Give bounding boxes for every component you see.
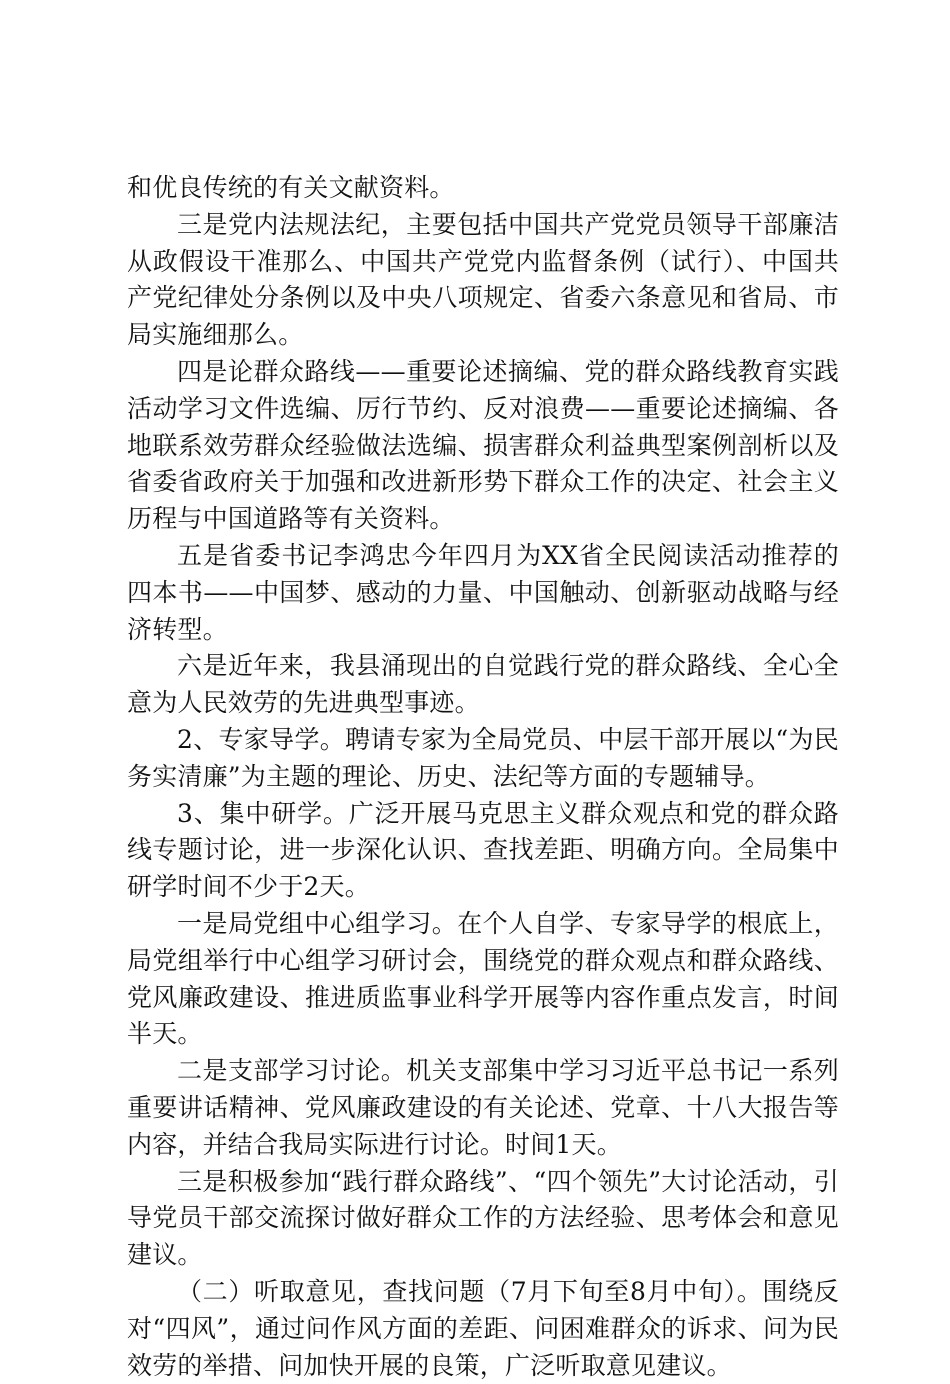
- paragraph-four-books: 五是省委书记李鸿忠今年四月为XX省全民阅读活动推荐的四本书——中国梦、感动的力量、中国触动、创新驱动战略与经济转型。: [127, 540, 839, 644]
- document-body: [127, 170, 839, 1384]
- paragraph-expert-guidance: 2、专家导学。聘请专家为全局党员、中层干部开展以“为民务实清廉”为主题的理论、历史、法纪等方面的专题辅导。: [127, 724, 839, 791]
- paragraph-mass-line: 四是论群众路线——重要论述摘编、党的群众路线教育实践活动学习文件选编、厉行节约、反对浪费——重要论述摘编、各地联系效劳群众经验做法选编、损害群众利益典型案例剖析以及省委省政府关于加强和改进新形势下群众工作的决定、社会主义历程与中国道路等有关资料。: [127, 356, 839, 534]
- paragraph-central-group-study: 一是局党组中心组学习。在个人自学、专家导学的根底上，局党组举行中心组学习研讨会，围绕党的群众观点和群众路线、党风廉政建设、推进质监事业科学开展等内容作重点发言，时间半天。: [127, 908, 839, 1049]
- paragraph-centralized-study: 3、集中研学。广泛开展马克思主义群众观点和党的群众路线专题讨论，进一步深化认识、查找差距、明确方向。全局集中研学时间不少于2天。: [127, 798, 839, 902]
- paragraph-continuation: 和优良传统的有关文献资料。: [127, 173, 455, 202]
- paragraph-discussion-activity: 三是积极参加“践行群众路线”、“四个领先”大讨论活动，引导党员干部交流探讨做好群众工作的方法经验、思考体会和意见建议。: [127, 1166, 839, 1270]
- paragraph-branch-discussion: 二是支部学习讨论。机关支部集中学习习近平总书记一系列重要讲话精神、党风廉政建设的有关论述、党章、十八大报告等内容，并结合我局实际进行讨论。时间1天。: [127, 1056, 839, 1159]
- paragraph-party-regulations: 三是党内法规法纪，主要包括中国共产党党员领导干部廉洁从政假设干准那么、中国共产党党内监督条例（试行）、中国共产党纪律处分条例以及中央八项规定、省委六条意见和省局、市局实施细那么。: [127, 209, 839, 350]
- paragraph-model-deeds: 六是近年来，我县涌现出的自觉践行党的群众路线、全心全意为人民效劳的先进典型事迹。: [127, 651, 839, 718]
- paragraph-listen-opinions: （二）听取意见，查找问题（7月下旬至8月中旬）。围绕反对“四风”，通过问作风方面的差距、问困难群众的诉求、问为民效劳的举措、问加快开展的良策，广泛听取意见建议。: [127, 1276, 839, 1380]
